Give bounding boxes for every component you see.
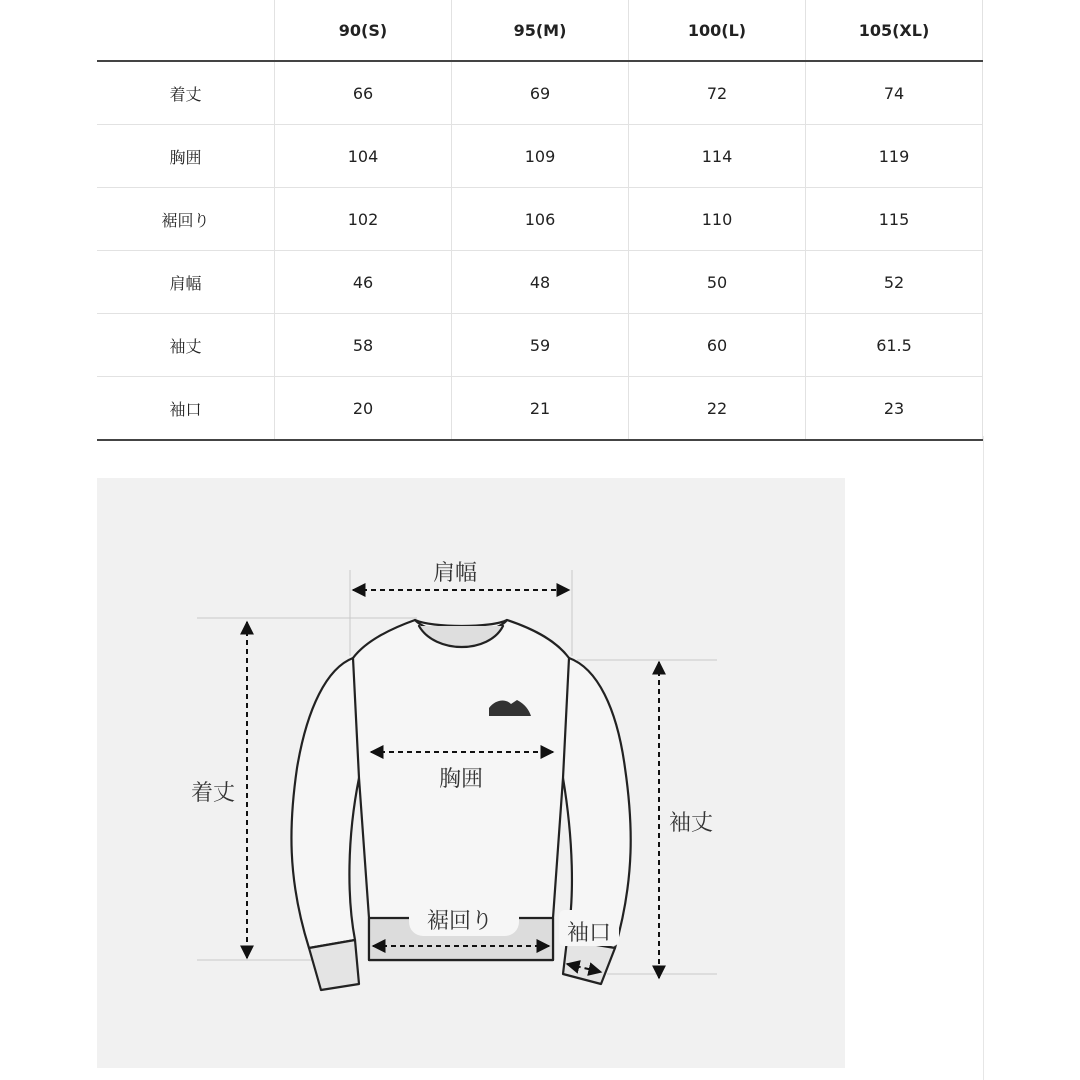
table-cell: 74 [806,61,983,125]
table-cell: 21 [452,377,629,441]
body-length-label: 着丈 [191,781,236,806]
page-divider [983,436,984,1080]
table-cell: 114 [629,125,806,188]
table-cell: 50 [629,251,806,314]
row-label: 袖口 [97,377,275,441]
table-cell: 52 [806,251,983,314]
row-label: 裾回り [97,188,275,251]
table-cell: 72 [629,61,806,125]
header-row [97,0,983,61]
table-cell: 46 [275,251,452,314]
table-cell: 110 [629,188,806,251]
chest-label: 胸囲 [439,767,484,792]
table-cell: 109 [452,125,629,188]
table-cell: 66 [275,61,452,125]
table-cell: 20 [275,377,452,441]
table-row [97,251,983,314]
size-table [97,0,983,441]
table-cell: 48 [452,251,629,314]
header-cell-m: 95(M) [452,0,629,61]
header-cell-l: 100(L) [629,0,806,61]
table-cell: 106 [452,188,629,251]
header-cell-empty [97,0,275,61]
measurement-diagram [97,478,845,1068]
table-cell: 119 [806,125,983,188]
table-cell: 102 [275,188,452,251]
table-row [97,377,983,441]
row-label: 肩幅 [97,251,275,314]
hem-label: 裾回り [427,909,494,934]
table-cell: 115 [806,188,983,251]
table-cell: 23 [806,377,983,441]
header-cell-s: 90(S) [275,0,452,61]
table-cell: 61.5 [806,314,983,377]
row-label: 袖丈 [97,314,275,377]
table-cell: 69 [452,61,629,125]
table-cell: 104 [275,125,452,188]
table-cell: 60 [629,314,806,377]
sleeve-length-label: 袖丈 [669,811,714,836]
table-cell: 59 [452,314,629,377]
table-row [97,188,983,251]
table-row [97,125,983,188]
row-label: 着丈 [97,61,275,125]
cuff-label: 袖口 [567,921,612,946]
table-row [97,314,983,377]
table-cell: 22 [629,377,806,441]
table-cell: 58 [275,314,452,377]
row-label: 胸囲 [97,125,275,188]
shoulder-width-label: 肩幅 [433,561,478,586]
header-cell-xl: 105(XL) [806,0,983,61]
table-row [97,61,983,125]
